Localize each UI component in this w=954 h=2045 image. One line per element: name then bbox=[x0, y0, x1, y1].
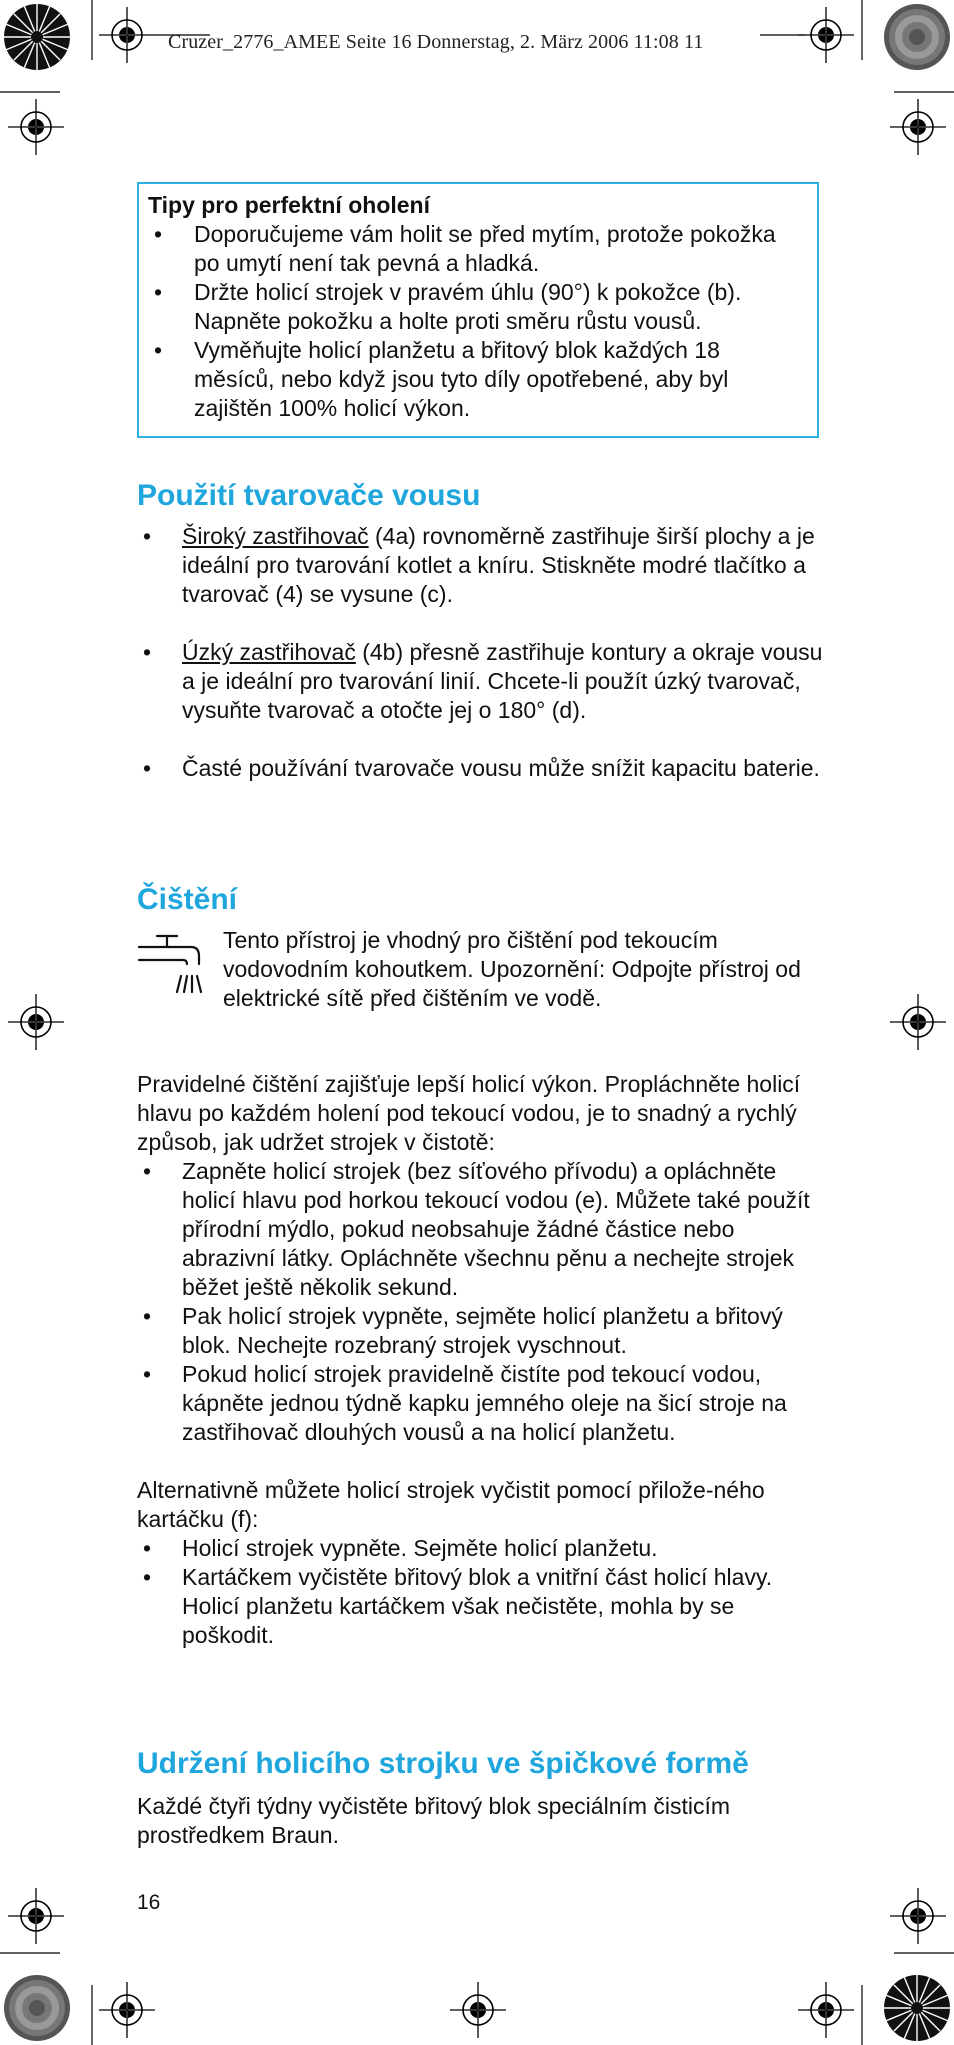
bullet: • bbox=[142, 1158, 152, 1184]
tip-item bbox=[148, 336, 805, 423]
trimmer-list bbox=[137, 522, 827, 783]
list-item-text: Kartáčkem vyčistěte břitový blok a vnitřní část holicí hlavy. Holicí planžetu kartáčkem však nečistěte, mohla by se poškodit. bbox=[182, 1564, 773, 1648]
maintenance-text: Každé čtyři týdny vyčistěte břitový blok speciálním čisticím prostředkem Braun. bbox=[137, 1793, 731, 1848]
list-item-text: Pak holicí strojek vypněte, sejměte holicí planžetu a břitový blok. Nechejte rozebraný strojek vyschnout. bbox=[182, 1303, 783, 1358]
bullet: • bbox=[153, 337, 163, 363]
cleaning-intro: Pravidelné čištění zajišťuje lepší holicí výkon. Propláchněte holicí hlavu po každém holení pod tekoucí vodou, je to snadný a rychlý způsob, jak udržet strojek v čistotě: bbox=[137, 1071, 801, 1155]
cleaning-heading: Čištění bbox=[137, 883, 238, 916]
page-number: 16 bbox=[137, 1891, 161, 1914]
trimmer-term: Úzký zastřihovač bbox=[182, 639, 356, 665]
list-item-text: Pokud holicí strojek pravidelně čistíte pod tekoucí vodou, kápněte jednou týdně kapku jemného oleje na šicí stroje na zastřihovač dlouhých vousů a na holicí planžetu. bbox=[182, 1361, 787, 1445]
tip-item bbox=[148, 220, 805, 278]
list-item-text: (4b) přesně zastřihuje kontury a okraje vousu a je ideální pro tvarování linií. Chcete-li použít úzký tvarovač, vysuňte tvarovač a otočte jej o 180° (d). bbox=[182, 639, 823, 723]
bullet: • bbox=[153, 221, 163, 247]
list-item-text: Zapněte holicí strojek (bez síťového přívodu) a opláchněte holicí hlavu pod horkou tekoucí vodou (e). Můžete také použít přírodní mýdlo, pokud neobsahuje žádné částice nebo abrazivní látky. Opláchněte všechnu pěnu a nechejte strojek běžet ještě několik sekund. bbox=[182, 1158, 810, 1300]
list-item-text: Holicí strojek vypněte. Sejměte holicí planžetu. bbox=[182, 1535, 658, 1561]
list-item-text: Časté používání tvarovače vousu může snížit kapacitu baterie. bbox=[182, 755, 820, 781]
list-item bbox=[137, 522, 827, 609]
maintenance-heading: Udržení holicího strojku ve špičkové formě bbox=[137, 1747, 749, 1780]
list-item bbox=[137, 1360, 825, 1447]
bullet: • bbox=[142, 1303, 152, 1329]
bullet: • bbox=[142, 639, 152, 665]
list-item bbox=[137, 1563, 825, 1650]
tips-box bbox=[137, 182, 819, 438]
cleaning-body bbox=[137, 1070, 825, 1650]
bullet: • bbox=[142, 1361, 152, 1387]
water-tap-icon bbox=[137, 934, 205, 998]
cleaning-alt-intro: Alternativně můžete holicí strojek vyčistit pomocí přilože-ného kartáčku (f): bbox=[137, 1477, 765, 1532]
list-item bbox=[137, 1302, 825, 1360]
bullet: • bbox=[142, 1535, 152, 1561]
bullet: • bbox=[142, 755, 152, 781]
tip-item bbox=[148, 278, 805, 336]
list-item-text: (4a) rovnoměrně zastřihuje širší plochy a je ideální pro tvarování kotlet a kníru. Stiskněte modré tlačítko a tvarovač (4) se vysune (c). bbox=[182, 523, 815, 607]
list-item bbox=[137, 1534, 825, 1563]
print-header-line: Cruzer_2776_AMEE Seite 16 Donnerstag, 2. März 2006 11:08 11 bbox=[168, 31, 704, 53]
trimmer-term: Široký zastřihovač bbox=[182, 523, 369, 549]
bullet: • bbox=[153, 279, 163, 305]
tips-title: Tipy pro perfektní oholení bbox=[148, 192, 430, 218]
tip-text: Vyměňujte holicí planžetu a břitový blok každých 18 měsíců, nebo když jsou tyto díly opotřebené, aby byl zajištěn 100% holicí výkon. bbox=[194, 337, 729, 421]
list-item bbox=[137, 754, 827, 783]
list-item bbox=[137, 638, 827, 725]
list-item bbox=[137, 1157, 825, 1302]
tip-text: Držte holicí strojek v pravém úhlu (90°) k pokožce (b). Napněte pokožku a holte proti směru růstu vousů. bbox=[194, 279, 742, 334]
tip-text: Doporučujeme vám holit se před mytím, protože pokožka po umytí není tak pevná a hladká. bbox=[194, 221, 776, 276]
bullet: • bbox=[142, 1564, 152, 1590]
cleaning-icon-text: Tento přístroj je vhodný pro čištění pod tekoucím vodovodním kohoutkem. Upozornění: Odpojte přístroj od elektrické sítě před čištěním ve vodě. bbox=[223, 927, 801, 1011]
bullet: • bbox=[142, 523, 152, 549]
trimmer-heading: Použití tvarovače vousu bbox=[137, 479, 481, 512]
